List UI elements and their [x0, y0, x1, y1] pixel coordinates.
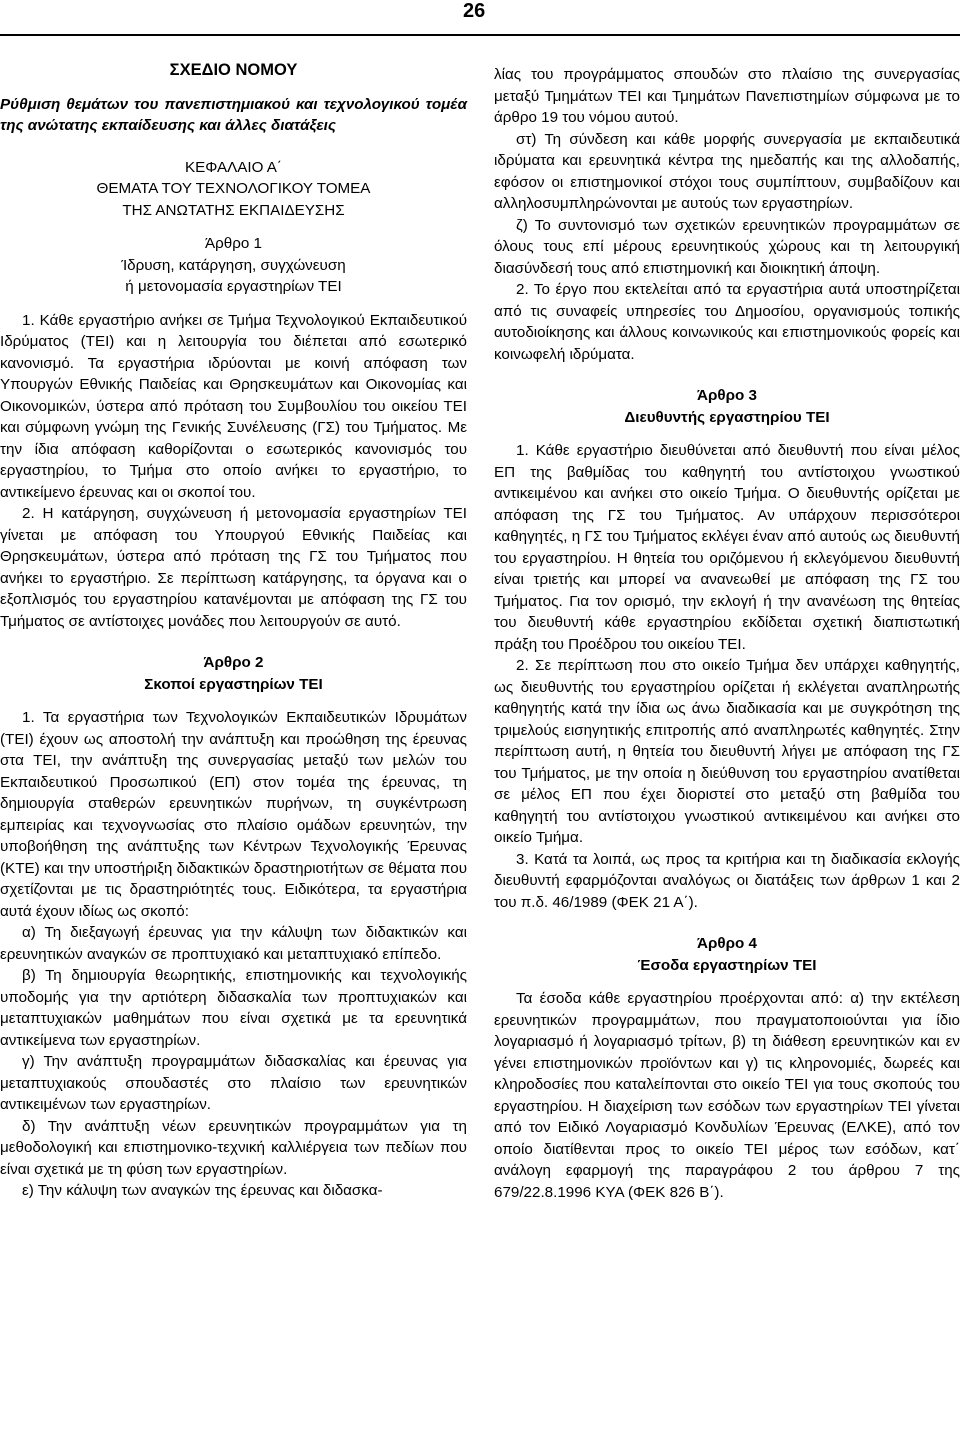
header-rule: [0, 34, 960, 36]
continued-text: λίας του προγράμματος σπουδών στο πλαίσιο της συνεργασίας μεταξύ Τμημάτων ΤΕΙ και Τμημάτων Πανεπιστημίων σύμφωνα με το άρθρο 19 του νόμου αυτού.: [494, 66, 960, 126]
right-column: [494, 64, 960, 1203]
bill-subtitle: Ρύθμιση θεμάτων του πανεπιστημιακού και τεχνολογικού τομέα της ανώτατης εκπαίδευσης και άλλες διατάξεις: [0, 95, 467, 134]
article-2-item-e: ε) Την κάλυψη των αναγκών της έρευνας και διδασκα-: [22, 1182, 383, 1199]
page-number: 26: [463, 0, 486, 22]
article-1-label: Άρθρο 1: [205, 235, 262, 252]
article-1-title-line-2: ή μετονομασία εργαστηρίων ΤΕΙ: [125, 278, 342, 295]
article-3-paragraph-3: 3. Κατά τα λοιπά, ως προς τα κριτήρια και τη διαδικασία εκλογής διευθυντή εφαρμόζονται αναλόγως οι διατάξεις των άρθρων 1 και 2 του π.δ. 46/1989 (ΦΕΚ 21 Α΄).: [494, 850, 960, 911]
article-3-title: Διευθυντής εργαστηρίου ΤΕΙ: [624, 408, 830, 426]
chapter-title-line-2: ΤΗΣ ΑΝΩΤΑΤΗΣ ΕΚΠΑΙΔΕΥΣΗΣ: [122, 201, 345, 219]
article-3-paragraph-2: 2. Σε περίπτωση που στο οικείο Τμήμα δεν υπάρχει καθηγητής, ως διευθυντής του εργαστηρίου ορίζεται ή εκλέγεται αναπληρωτής καθηγητής κατά την ίδια ως άνω διαδικασία και με συγκρότηση της τριμελούς εισηγητικής επιτροπής από αναπληρωτές καθηγητές. Στην περίπτωση αυτή, η θητεία του διευθυντή λήγει με απόφαση της ΓΣ του Τμήματος, με την οποία η διεύθυνση του εργαστηρίου ανατίθεται σε μέλος ΕΠ που έχει διοριστεί στο μεταξύ στη βαθμίδα του καθηγητή του αντίστοιχου γνωστικού αντικειμένου και ανήκει στο οικείο Τμήμα.: [494, 657, 960, 846]
article-2-label: Άρθρο 2: [203, 654, 264, 671]
article-2-item-d: δ) Την ανάπτυξη νέων ερευνητικών προγραμμάτων για τη μεθοδολογική και επιστημονικο-τεχνική καλλιέργεια των πεδίων που είναι σχετικά με τη φύση των εργαστηρίων.: [0, 1117, 467, 1178]
article-2-title: Σκοποί εργαστηρίων ΤΕΙ: [144, 675, 323, 693]
article-2-item-a: α) Τη διεξαγωγή έρευνας για την κάλυψη των διδακτικών και ερευνητικών αναγκών σε προπτυχιακό και μεταπτυχιακό επίπεδο.: [0, 924, 467, 963]
article-2-paragraph-1: 1. Τα εργαστήρια των Τεχνολογικών Εκπαιδευτικών Ιδρυμάτων (ΤΕΙ) έχουν ως αποστολή την ανάπτυξη και προώθηση της έρευνας στα ΤΕΙ, την ανάπτυξη της συνεργασίας μεταξύ των μελών του Εκπαιδευτικού Προσωπικού (ΕΠ) στον τομέα της έρευνας, τη δημιουργία σταθερών ερευνητικών πυρήνων, τη συγκέντρωση εμπειρίας και τεχνογνωσίας στο πλαίσιο ομάδων ερευνητών, την υποβοήθηση της ανάπτυξης των Κέντρων Τεχνολογικής Έρευνας (ΚΤΕ) και την υποστήριξη διδακτικών δραστηριοτήτων σε θέματα που σχετίζονται με τις δραστηριότητές τους. Ειδικότερα, τα εργαστήρια αυτά έχουν ιδίως ως σκοπό:: [0, 709, 467, 920]
article-4-label: Άρθρο 4: [697, 935, 757, 952]
article-3-label: Άρθρο 3: [697, 387, 757, 404]
article-4-title: Έσοδα εργαστηρίων ΤΕΙ: [637, 956, 817, 974]
article-1-paragraph-1: 1. Κάθε εργαστήριο ανήκει σε Τμήμα Τεχνολογικού Εκπαιδευτικού Ιδρύματος (ΤΕΙ) και η λειτουργία του διέπεται από εσωτερικό κανονισμό. Τα εργαστήρια ιδρύονται με κοινή απόφαση των Υπουργών Εθνικής Παιδείας και Θρησκευμάτων και Οικονομίας και Οικονομικών, ύστερα από πρόταση του Συμβουλίου του οικείου ΤΕΙ και σύμφωνη γνώμη της Γενικής Συνέλευσης (ΓΣ) του Τμήματος. Με την ίδια απόφαση καθορίζονται ο εσωτερικός κανονισμός του εργαστηρίου, το Τμήμα στο οποίο ανήκει το εργαστήριο, το αντικείμενο έρευνας και οι σκοποί του.: [0, 311, 467, 501]
article-4-paragraph-1: Τα έσοδα κάθε εργαστηρίου προέρχονται από: α) την εκτέλεση ερευνητικών προγραμμάτων, που πραγματοποιούνται για ίδιο λογαριασμό ή λογαριασμό τρίτων, β) τη διάθεση ερευνητικών και εν γένει επιστημονικών προϊόντων και γ) τις κληρονομιές, δωρεές και κληροδοσίες που καταλείπονται στο οικείο ΤΕΙ για τους σκοπούς του εργαστηρίου. Η διαχείριση των εσόδων των εργαστηρίων ΤΕΙ γίνεται από τον Ειδικό Λογαριασμό Κονδυλίων Έρευνας (ΕΛΚΕ), από τον οποίο διατίθενται προς το οικείο ΤΕΙ μέρος των εσόδων, κατ΄ ανάλογη εφαρμογή της παραγράφου 2 του άρθρου 7 της 679/22.8.1996 ΚΥΑ (ΦΕΚ 826 Β΄).: [494, 990, 960, 1201]
article-2-item-f: στ) Τη σύνδεση και κάθε μορφής συνεργασία με εκπαιδευτικά ιδρύματα και ερευνητικά κέντρα της ημεδαπής και της αλλοδαπής, εφόσον οι επιστημονικοί στόχοι τους συμπίπτουν, συμβαδίζουν και αλληλοσυμπληρώνονται με αυτούς των εργαστηρίων.: [494, 130, 960, 212]
article-2-paragraph-2: 2. Το έργο που εκτελείται από τα εργαστήρια αυτά υποστηρίζεται από τις συναφείς υπηρεσίες του Δημοσίου, οργανισμούς τοπικής αυτοδιοίκησης και άλλους κοινωνικούς και επιστημονικούς φορείς και κοινωφελή ιδρύματα.: [494, 281, 960, 363]
article-2-item-g: ζ) Το συντονισμό των σχετικών ερευνητικών προγραμμάτων σε όλους τους επί μέρους ερευνητικούς χώρους και τη λειτουργική διασύνδεσή τους από επιστημονική και διοικητική άποψη.: [494, 216, 960, 277]
left-column: [0, 60, 467, 1202]
article-1-paragraph-2: 2. Η κατάργηση, συγχώνευση ή μετονομασία εργαστηρίων ΤΕΙ γίνεται με απόφαση του Υπουργού Εθνικής Παιδείας και Θρησκευμάτων, ύστερα από πρόταση της ΓΣ του Τμήματος που ανήκει το εργαστήριο. Σε περίπτωση κατάργησης, τα όργανα και ο εξοπλισμός του εργαστηρίου κατανέμονται με απόφαση της ΓΣ του Τμήματος σε αντίστοιχες μονάδες που λειτουργούν σε αυτό.: [0, 505, 467, 630]
article-2-item-b: β) Τη δημιουργία θεωρητικής, επιστημονικής και τεχνολογικής υποδομής για την αρτιότερη διδασκαλία των προπτυχιακών και μεταπτυχιακών μαθημάτων που είναι σχετικά με τα ερευνητικά αντικείμενα των εργαστηρίων.: [0, 967, 467, 1049]
article-1-title-line-1: Ίδρυση, κατάργηση, συγχώνευση: [121, 256, 346, 274]
article-2-item-c: γ) Την ανάπτυξη προγραμμάτων διδασκαλίας και έρευνας για μεταπτυχιακούς σπουδαστές στο πλαίσιο των ερευνητικών αντικειμένων των εργαστηρίων.: [0, 1053, 467, 1113]
chapter-label: ΚΕΦΑΛΑΙΟ Α΄: [185, 158, 282, 176]
article-3-paragraph-1: 1. Κάθε εργαστήριο διευθύνεται από διευθυντή που είναι μέλος ΕΠ της βαθμίδας του καθηγητή του αντίστοιχου γνωστικού αντικειμένου και ανήκει στο οικείο Τμήμα. Ο διευθυντής ορίζεται με απόφαση της ΓΣ του Τμήματος. Αν υπάρχουν περισσότεροι καθηγητές, η ΓΣ του Τμήματος εκλέγει έναν από αυτούς ως διευθυντή του εργαστηρίου. Η θητεία του οριζόμενου ή εκλεγόμενου διευθυντή είναι τριετής και μπορεί να ανανεωθεί με απόφαση της ΓΣ του Τμήματος. Για τον ορισμό, την εκλογή ή την ανανέωση της θητείας του διευθυντή κάθε εργαστηρίου εκδίδεται σχετική διαπιστωτική πράξη του Προέδρου του οικείου ΤΕΙ.: [494, 442, 960, 653]
chapter-title-line-1: ΘΕΜΑΤΑ ΤΟΥ ΤΕΧΝΟΛΟΓΙΚΟΥ ΤΟΜΕΑ: [96, 180, 371, 197]
bill-title: ΣΧΕΔΙΟ ΝΟΜΟΥ: [169, 61, 298, 79]
